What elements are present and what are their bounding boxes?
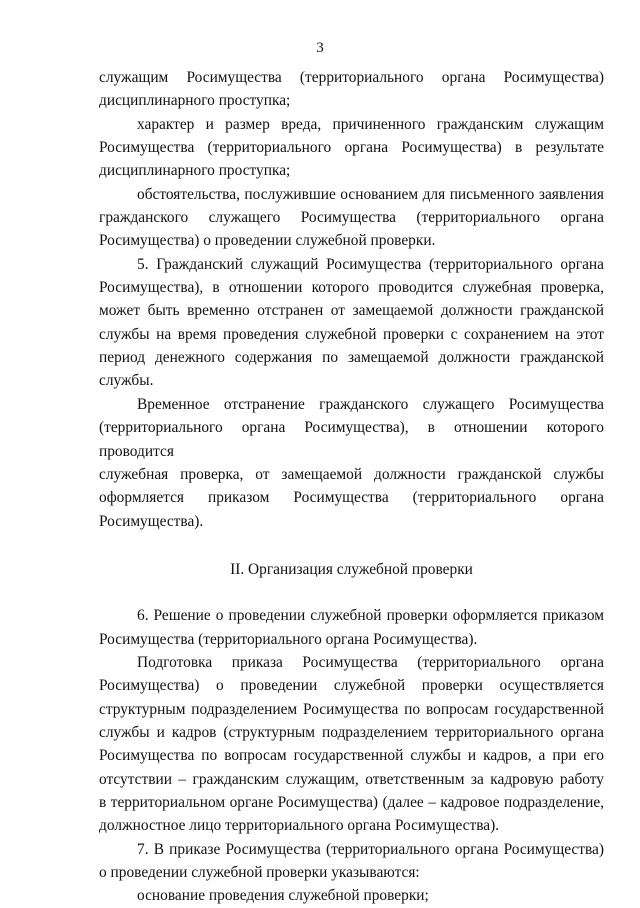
text-line: основание проведения служебной проверки; [137, 887, 429, 905]
text-line: может быть временно отстранен от замещаемой должности гражданской [99, 302, 604, 320]
text-line: (территориального органа Росимущества), в отношении которого проводится [99, 419, 604, 460]
text-line: обстоятельства, послужившие основанием для письменного заявления [137, 185, 604, 203]
text-line: 6. Решение о проведении служебной проверки оформляется приказом [137, 607, 604, 625]
text-line: Подготовка приказа Росимущества (территориального органа [137, 653, 604, 671]
text-line: период денежного содержания по замещаемой должности гражданской [99, 349, 604, 367]
text-line: дисциплинарного проступка; [99, 162, 291, 180]
text-line: структурным подразделением Росимущества по вопросам государственной [99, 700, 604, 718]
text-line: службы на время проведения служебной проверки с сохранением на этот [99, 325, 604, 343]
text-line: гражданского служащего Росимущества (территориального органа [99, 209, 604, 227]
text-line: службы. [99, 372, 154, 390]
text-line: 5. Гражданский служащий Росимущества (территориального органа [137, 255, 604, 273]
text-line: служебная проверка, от замещаемой должности гражданской службы [99, 465, 604, 483]
text-line: Росимущества). [99, 512, 204, 530]
text-line: Росимущества (территориального органа Росимущества) в результате [99, 139, 604, 157]
text-line: оформляется приказом Росимущества (территориального органа [99, 489, 604, 507]
text-line: характер и размер вреда, причиненного гражданским служащим [137, 115, 604, 133]
text-line: в территориальном органе Росимущества) (далее – кадровое подразделение, [99, 793, 604, 811]
text-line: Росимущества (территориального органа Росимущества). [99, 630, 478, 648]
text-line: Росимущества) о проведении служебной проверки. [99, 232, 436, 250]
document-body [99, 66, 604, 908]
text-line: 7. В приказе Росимущества (территориального органа Росимущества) [137, 840, 604, 858]
text-line: Росимущества), в отношении которого проводится служебная проверка, [99, 279, 604, 297]
page-number: 3 [316, 40, 324, 56]
text-line: служащим Росимущества (территориального органа Росимущества) [99, 69, 604, 86]
text-line: должностное лицо территориального органа Росимущества). [99, 817, 500, 835]
text-line: службы и кадров (структурным подразделением территориального органа [99, 723, 604, 741]
text-line: Временное отстранение гражданского служащего Росимущества [137, 395, 604, 413]
section-heading: II. Организация служебной проверки [230, 560, 473, 578]
text-line: о проведении служебной проверки указываются: [99, 864, 420, 881]
text-line: дисциплинарного проступка; [99, 92, 291, 110]
text-line: Росимущества) о проведении служебной проверки осуществляется [99, 677, 604, 695]
text-line: отсутствии – гражданским служащим, ответственным за кадровую работу [99, 770, 604, 788]
text-line: Росимущества по вопросам государственной службы и кадров, а при его [99, 747, 604, 765]
